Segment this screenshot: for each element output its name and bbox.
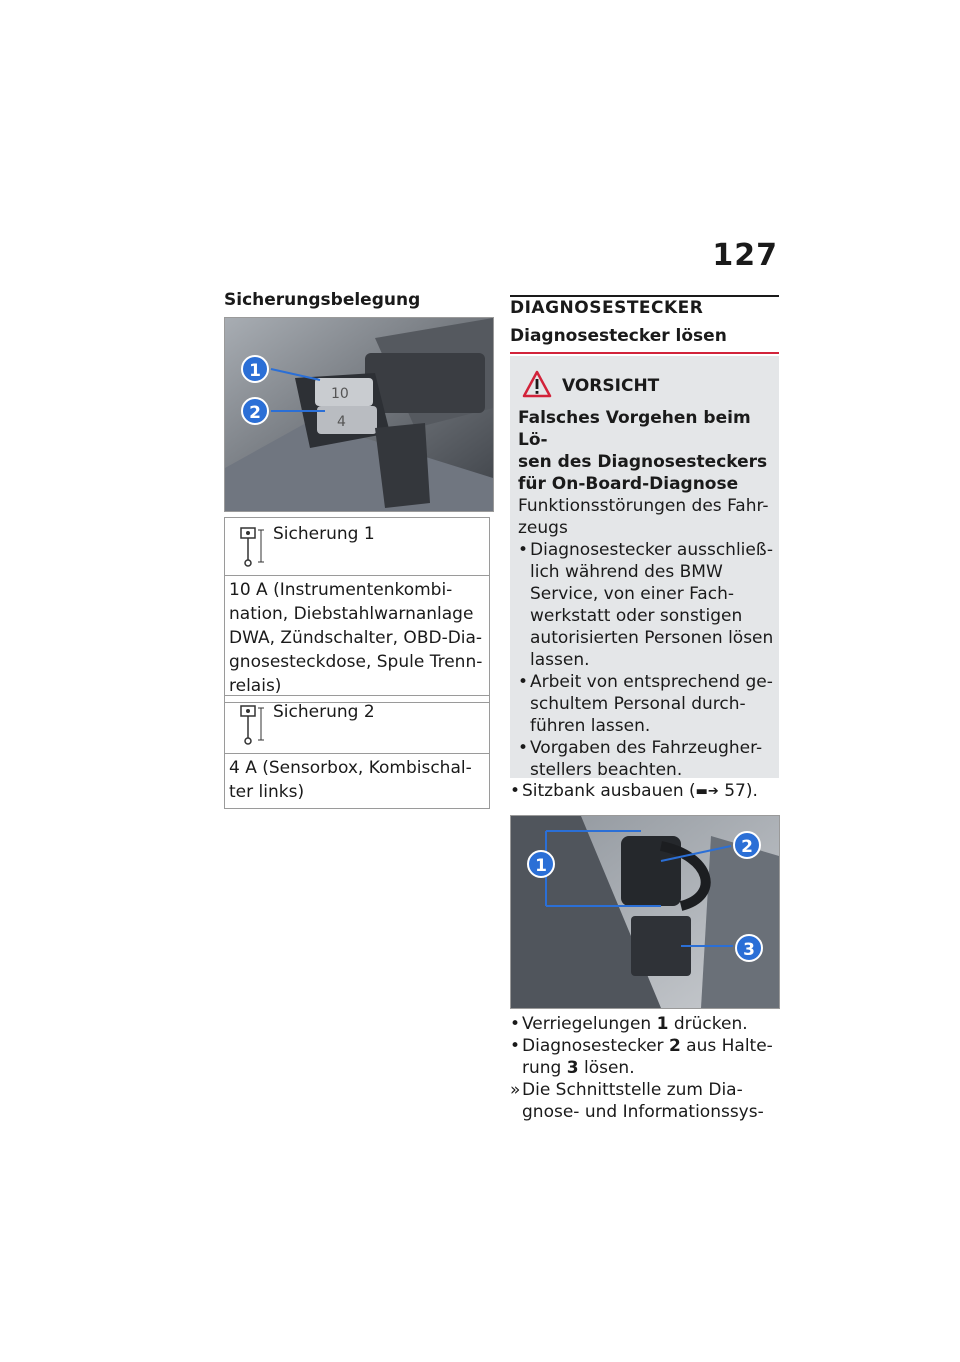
text-line: gnose- und Informationssys-	[522, 1102, 764, 1122]
step-text: aus Halte-	[680, 1036, 773, 1056]
text-line: führen lassen.	[530, 716, 651, 736]
text-line: ter links)	[229, 782, 305, 802]
text-line: autorisierten Personen lösen	[530, 628, 774, 648]
text-line: sen des Diagnosesteckers	[518, 452, 768, 472]
bullet-icon: •	[510, 781, 521, 801]
warning-triangle-icon	[522, 370, 552, 398]
step-list-1	[510, 780, 780, 803]
step-text: lösen.	[578, 1058, 635, 1078]
fuse-assignment-heading: Sicherungsbelegung	[224, 290, 421, 310]
text-line: Die Schnittstelle zum Dia-	[522, 1080, 743, 1100]
step-item	[510, 1013, 780, 1035]
callout-1: 1	[527, 850, 555, 878]
step-item	[510, 780, 780, 803]
result-item	[510, 1079, 780, 1123]
fuse-table-2	[224, 695, 490, 809]
warning-hazard	[518, 407, 774, 495]
text-line: schultem Personal durch-	[530, 694, 746, 714]
step-reference-number: 1	[656, 1014, 669, 1034]
callout-2: 2	[241, 397, 269, 425]
section-heading: DIAGNOSESTECKER	[510, 298, 704, 318]
text-line: • Vorgaben des Fahrzeugher-	[530, 738, 763, 758]
text-line: • Diagnosestecker ausschließ-	[530, 540, 774, 560]
fuse-table-header	[225, 518, 489, 576]
fuse-box-photo	[224, 317, 494, 512]
step-text: Sitzbank ausbauen (	[522, 781, 696, 801]
bullet-icon: •	[510, 1036, 521, 1056]
warning-title: VORSICHT	[562, 376, 660, 396]
step-text: Diagnosestecker	[522, 1036, 669, 1056]
text-line: relais)	[229, 676, 282, 696]
step-item	[510, 1035, 780, 1079]
text-line: Funktionsstörungen des Fahr-	[518, 496, 769, 516]
warning-bullet	[518, 737, 774, 781]
text-line: lich während des BMW	[530, 562, 723, 582]
subsection-heading: Diagnosestecker lösen	[510, 326, 727, 346]
step-text: Verriegelungen	[522, 1014, 657, 1034]
fuse-1-label: 10	[331, 386, 349, 402]
text-line: • Arbeit von entsprechend ge-	[530, 672, 773, 692]
step-list-2	[510, 1013, 780, 1123]
text-line: lassen.	[530, 650, 590, 670]
text-line: gnosesteckdose, Spule Trenn-	[229, 652, 483, 672]
text-line: nation, Diebstahlwarnanlage	[229, 604, 474, 624]
text-line: für On-Board-Diagnose	[518, 474, 739, 494]
text-line: Falsches Vorgehen beim Lö-	[518, 408, 751, 450]
warning-bullet	[518, 539, 774, 671]
fuse-icon	[239, 704, 265, 746]
fuse-table-1	[224, 517, 490, 703]
diagnostic-connector-photo	[510, 815, 780, 1009]
fuse-1-description	[225, 576, 489, 702]
step-text-end: ).	[745, 781, 758, 801]
text-line: stellers beachten.	[530, 760, 683, 780]
warning-consequence	[518, 495, 774, 539]
fuse-2-label: 4	[337, 414, 346, 430]
fuse-2-description	[225, 754, 489, 808]
fuse-2-title: Sicherung 2	[273, 702, 375, 722]
warning-text	[518, 407, 774, 781]
fuse-1-title: Sicherung 1	[273, 524, 375, 544]
bullet-icon: •	[510, 1014, 521, 1034]
warning-rule	[510, 352, 779, 354]
callout-3: 3	[735, 934, 763, 962]
section-rule	[510, 295, 779, 297]
fuse-table-header	[225, 696, 489, 754]
text-line: werkstatt oder sonstigen	[530, 606, 743, 626]
text-line: 10 A (Instrumentenkombi-	[229, 580, 453, 600]
step-reference-number: 3	[566, 1058, 579, 1078]
page-reference-arrow-icon: ▬➔	[695, 784, 719, 799]
text-line: DWA, Zündschalter, OBD-Dia-	[229, 628, 483, 648]
fuse-2	[317, 406, 377, 434]
callout-1: 1	[241, 355, 269, 383]
fuse-icon	[239, 526, 265, 568]
warning-bullet	[518, 671, 774, 737]
page-reference-link[interactable]: 57	[724, 781, 746, 801]
page-number: 127	[712, 238, 778, 273]
text-line: 4 A (Sensorbox, Kombischal-	[229, 758, 472, 778]
result-arrow-icon: »	[510, 1080, 521, 1100]
step-text: rung	[522, 1058, 567, 1078]
step-text: drücken.	[668, 1014, 748, 1034]
callout-2: 2	[733, 831, 761, 859]
text-line: Service, von einer Fach-	[530, 584, 734, 604]
step-reference-number: 2	[668, 1036, 681, 1056]
text-line: zeugs	[518, 518, 568, 538]
